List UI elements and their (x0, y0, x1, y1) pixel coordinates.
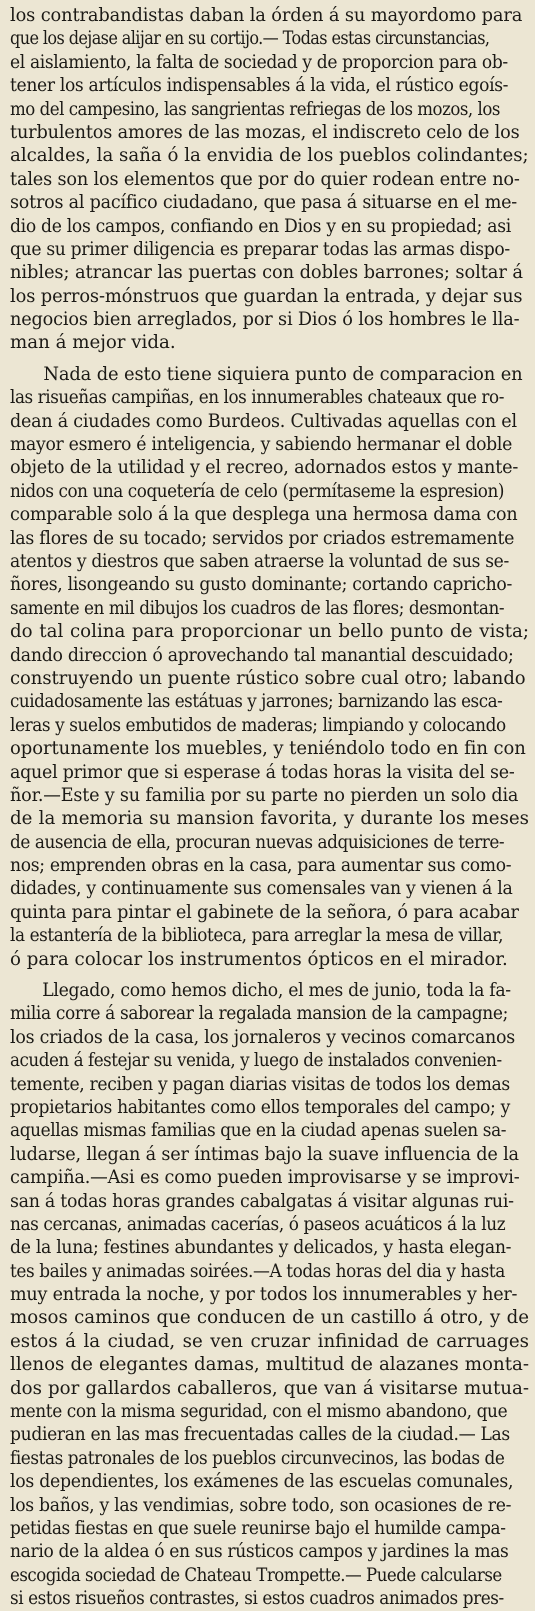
text-line: ñor.—Este y su familia por su parte no pierden un solo dia (10, 784, 519, 806)
text-line: campiña.—Asi es como pueden improvisarse y se improvi- (10, 1167, 520, 1189)
paragraph-2 (10, 363, 529, 971)
text-line: tener los artículos indispensables á la vida, el rústico egoís- (10, 75, 509, 97)
text-line: los criados de la casa, los jornaleros y vecinos comarcanos (10, 1026, 515, 1048)
text-line: dos por gallardos caballeros, que van á visitarse mutua- (10, 1377, 529, 1399)
text-line: dean á ciudades como Burdeos. Cultivadas aquellas con el (10, 410, 517, 432)
text-line: nidos con una coquetería de celo (permítaseme la espresion) (10, 480, 505, 502)
text-line: los dependientes, los exámenes de las escuelas comunales, (10, 1471, 514, 1493)
text-line: nos; emprenden obras en la casa, para aumentar sus como- (10, 855, 512, 877)
text-line: fiestas patronales de los pueblos circunvecinos, las bodas de (10, 1447, 505, 1469)
text-line: do tal colina para proporcionar un bello punto de vista; (10, 621, 529, 643)
text-line: objeto de la utilidad y el recreo, adornados estos y mante- (10, 457, 519, 479)
text-line: que su primer diligencia es preparar todas las armas dispo- (10, 238, 510, 260)
text-line: estos á la ciudad, se ven cruzar infinidad de carruages (10, 1330, 529, 1352)
text-line: de la memoria su mansion favorita, y durante los meses (10, 808, 529, 830)
text-line: aquel primor que si esperase á todas horas la visita del se- (10, 761, 515, 783)
text-line: si estos risueños contrastes, si estos cuadros animados pres- (10, 1588, 504, 1610)
text-line: alcaldes, la saña ó la envidia de los pueblos colindantes; (10, 145, 529, 167)
text-line: aquellas mismas familias que en la ciudad apenas suelen sa- (10, 1120, 507, 1142)
text-line: sotros al pacífico ciudadano, que pasa á situarse en el me- (10, 192, 517, 214)
text-line: leras y suelos embutidos de maderas; limpiando y colocando (10, 714, 506, 736)
text-line: nario de la aldea ó en sus rústicos campos y jardines la mas (10, 1541, 509, 1563)
text-line: de ausencia de ella, procuran nuevas adquisiciones de terre- (10, 831, 505, 853)
text-line: construyendo un puente rústico sobre cual otro; labando (10, 667, 526, 689)
text-line: de la luna; festines abundantes y delicados, y hasta elegan- (10, 1237, 512, 1259)
text-line: san á todas horas grandes cabalgatas á visitar algunas rui- (10, 1190, 514, 1212)
text-line: escogida sociedad de Chateau Trompette.— Puede calcularse (10, 1564, 502, 1586)
text-line: cuidadosamente las estátuas y jarrones; barnizando las esca- (10, 691, 503, 713)
text-line: mente con la misma seguridad, con el mismo abandono, que (10, 1401, 508, 1423)
text-line: el aislamiento, la falta de sociedad y de proporcion para ob- (10, 51, 508, 73)
text-line: comparable solo á la que desplega una hermosa dama con (10, 504, 518, 526)
text-line: muy entrada la noche, y por todos los innumerables y her- (10, 1284, 518, 1306)
text-line: nibles; atrancar las puertas con dobles barrones; soltar á (10, 262, 523, 284)
text-line: las flores de su tocado; servidos por criados estremamente (10, 527, 515, 549)
text-line: Nada de esto tiene siquiera punto de comparacion en (43, 363, 523, 385)
text-line: ludarse, llegan á ser íntimas bajo la suave influencia de la (10, 1143, 519, 1165)
text-line: acuden á festejar su venida, y luego de instalados convenien- (10, 1050, 502, 1072)
text-line: oportunamente los muebles, y teniéndolo todo en fin con (10, 738, 526, 760)
text-line: los baños, y las vendimias, sobre todo, son ocasiones de re- (10, 1494, 512, 1516)
text-line: didades, y continuamente sus comensales van y vienen á la (10, 878, 513, 900)
text-line: tes bailes y animadas soirées.—A todas horas del dia y hasta (10, 1260, 505, 1282)
text-line: tales son los elementos que por do quier rodean entre no- (10, 168, 520, 190)
text-line: pudieran en las mas frecuentadas calles de la ciudad.— Las (10, 1424, 510, 1446)
text-line: negocios bien arreglados, por si Dios ó los hombres le lla- (10, 309, 520, 331)
text-line: los contrabandistas daban la órden á su mayordomo para (10, 5, 523, 26)
text-line: Llegado, como hemos dicho, el mes de junio, toda la fa- (42, 980, 511, 1002)
text-line: mayor esmero é inteligencia, y sabiendo hermanar el doble (10, 434, 513, 456)
text-line: mosos caminos que conducen de un castillo á otro, y de (10, 1307, 529, 1329)
text-line: ó para colocar los instrumentos ópticos en el mirador. (10, 948, 508, 970)
text-line: turbulentos amores de las mozas, el indiscreto celo de los (10, 121, 520, 143)
text-line: los perros-mónstruos que guardan la entrada, y dejar sus (10, 285, 523, 307)
text-line: petidas fiestas en que suele reunirse bajo el humilde campa- (10, 1518, 506, 1539)
text-line: atentos y diestros que saben atraerse la voluntad de sus se- (10, 550, 509, 572)
text-line: temente, reciben y pagan diarias visitas de todos los demas (10, 1073, 510, 1095)
text-line: las risueñas campiñas, en los innumerables chateaux que ro- (10, 387, 504, 409)
text-line: propietarios habitantes como ellos temporales del campo; y (10, 1096, 510, 1118)
text-line: milia corre á saborear la regalada mansion de la campagne; (10, 1003, 508, 1025)
text-line: dio de los campos, confiando en Dios y en su propiedad; asi (10, 215, 511, 237)
text-line: man á mejor vida. (10, 332, 176, 354)
text-line: ñores, lisongeando su gusto dominante; cortando capricho- (10, 574, 513, 596)
text-line: quinta para pintar el gabinete de la señora, ó para acabar (10, 901, 519, 923)
paragraph-1 (10, 0, 529, 355)
text-line: mo del campesino, las sangrientas refriegas de los mozos, los (10, 98, 500, 120)
text-line: que los dejase alijar en su cortijo.— Todas estas circunstancias, (10, 28, 490, 50)
paragraph-3 (10, 979, 529, 1611)
text-line: dando direccion ó aprovechando tal manantial descuidado; (10, 644, 514, 666)
text-line: nas cercanas, animadas cacerías, ó paseos acuáticos á la luz (10, 1213, 506, 1235)
text-line: llenos de elegantes damas, multitud de alazanes monta- (10, 1354, 529, 1376)
text-line: samente en mil dibujos los cuadros de las flores; desmontan- (10, 597, 505, 619)
text-line: la estantería de la biblioteca, para arreglar la mesa de villar, (10, 925, 504, 947)
